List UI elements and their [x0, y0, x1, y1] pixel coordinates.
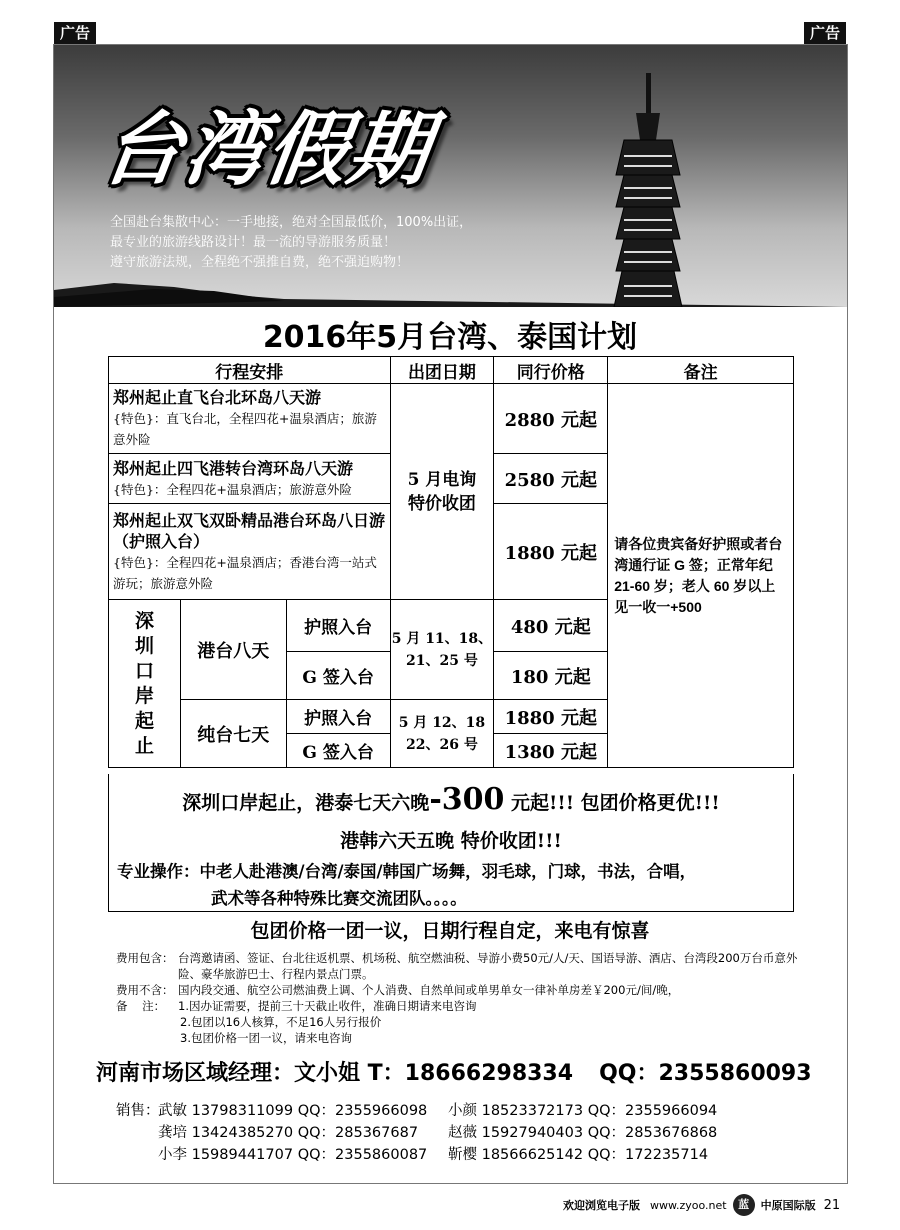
- group-name: 纯台七天: [180, 700, 286, 768]
- sales-label: 销售：: [116, 1103, 160, 1119]
- route-feature: {特色}：直飞台北，全程四花+温泉酒店；旅游意外险: [113, 411, 377, 447]
- publisher-logo-icon: 蓝: [733, 1194, 755, 1216]
- banner-line-3: 遵守旅游法规，全程绝不强推自费，绝不强迫购物！: [110, 255, 410, 270]
- route-cell: [109, 384, 391, 454]
- group-name: 港台八天: [180, 600, 286, 700]
- fee-remarks: 备 注： 1.因办证需要，提前三十天截止收件，准确日期请来电咨询 2.包团以16人核算，不足16人另行报价 3.包团价格一团一议，请来电咨询: [116, 999, 477, 1045]
- entry-price: 1880 元起: [494, 700, 608, 734]
- banner-line-1: 全国赴台集散中心：一手地接，绝对全国最低价，100%出证，: [110, 215, 473, 230]
- header-date: 出团日期: [390, 357, 494, 384]
- entry-type: G 签入台: [286, 652, 390, 700]
- header-itinerary: 行程安排: [109, 357, 391, 384]
- zhengzhou-date-cell: [390, 384, 494, 600]
- promo-line-2: 港韩六天五晚 特价收团!!!: [340, 830, 562, 852]
- entry-price: 480 元起: [494, 600, 608, 652]
- route-title: 郑州起止直飞台北环岛八天游: [113, 388, 322, 407]
- route-price: 1880 元起: [494, 504, 608, 600]
- entry-type: G 签入台: [286, 734, 390, 768]
- promo-box: [108, 774, 794, 912]
- remarks-note: 请各位贵宾备好护照或者台湾通行证 G 签；正常年纪 21-60 岁；老人 60 岁以上见一收一+500: [608, 384, 794, 768]
- fee-details: [116, 950, 798, 1046]
- fee-included: 费用包含： 台湾邀请函、签证、台北往返机票、机场税、航空燃油税、导游小费50元/人/天、国语导游、酒店、台湾段200万台币意外险、豪华旅游巴士、行程内景点门票。: [116, 951, 798, 981]
- bulk-pricing-line: 包团价格一团一议，日期行程自定，来电有惊喜: [250, 920, 650, 942]
- sales-contacts: [116, 1100, 717, 1166]
- route-cell: [109, 504, 391, 600]
- route-price: 2580 元起: [494, 454, 608, 504]
- banner-line-2: 最专业的旅游线路设计！最一流的导游服务质量！: [110, 235, 397, 250]
- group-date: 5 月 12、18 22、26 号: [390, 700, 494, 768]
- route-price: 2880 元起: [494, 384, 608, 454]
- sales-row: 龚培 13424385270 QQ：285367687 赵薇 15927940403 QQ：2853676868: [158, 1125, 718, 1141]
- entry-price: 1380 元起: [494, 734, 608, 768]
- tour-plan-table: [108, 356, 794, 768]
- ad-tag-right: 广告: [804, 22, 846, 44]
- table-header-row: [109, 357, 794, 384]
- table-row: [109, 384, 794, 454]
- route-feature: {特色}：全程四花+温泉酒店；香港台湾一站式游玩；旅游意外险: [113, 554, 377, 591]
- sales-row: 小李 15989441707 QQ：2355860087 靳樱 18566625142 QQ：172235714: [158, 1147, 709, 1163]
- sales-row: 销售：武敏 13798311099 QQ：2355966098 小颜 18523372173 QQ：2355966094: [116, 1100, 717, 1122]
- manager-contact: 河南市场区域经理：文小姐 T：18666298334 QQ：2355860093: [96, 1061, 812, 1086]
- promo-line-3: 专业操作：中老人赴港澳/台湾/泰国/韩国广场舞，羽毛球，门球，书法，合唱， 武术等各种特殊比赛交流团队。。。。: [117, 862, 697, 908]
- banner-title: 台湾假期: [96, 103, 438, 196]
- fee-excluded: 费用不含： 国内段交通、航空公司燃油费上调、个人消费、自然单间或单男单女一律补单房差￥200元/间/晚，: [116, 983, 680, 997]
- ad-tag-left: 广告: [54, 22, 96, 44]
- header-remarks: 备注: [608, 357, 794, 384]
- footer-url[interactable]: www.zyoo.net: [650, 1198, 727, 1212]
- page-number: 21: [823, 1197, 841, 1213]
- route-title: 郑州起止四飞港转台湾环岛八天游: [113, 458, 354, 478]
- entry-price: 180 元起: [494, 652, 608, 700]
- section-title: 2016年5月台湾、泰国计划: [262, 320, 638, 355]
- header-price: 同行价格: [494, 357, 608, 384]
- shenzhen-label: 深 圳 口 岸 起 止: [109, 600, 181, 768]
- entry-type: 护照入台: [286, 600, 390, 652]
- promo-line-1: 深圳口岸起止，港泰七天六晚-300 元起!!! 包团价格更优!!!: [182, 782, 720, 817]
- route-feature: {特色}：全程四花+温泉酒店；旅游意外险: [113, 481, 352, 497]
- banner: [54, 45, 847, 307]
- group-date: 5 月 11、18、 21、25 号: [390, 600, 494, 700]
- route-title: 郑州起止双飞双卧精品港台环岛八日游（护照入台）: [113, 510, 386, 551]
- page-footer: 欢迎浏览电子版 www.zyoo.net 蓝 中原国际版 21: [563, 1194, 840, 1216]
- entry-type: 护照入台: [286, 700, 390, 734]
- route-cell: [109, 454, 391, 504]
- zhengzhou-date-line-1: 5 月电询: [407, 469, 477, 490]
- zhengzhou-date-line-2: 特价收团: [407, 493, 476, 514]
